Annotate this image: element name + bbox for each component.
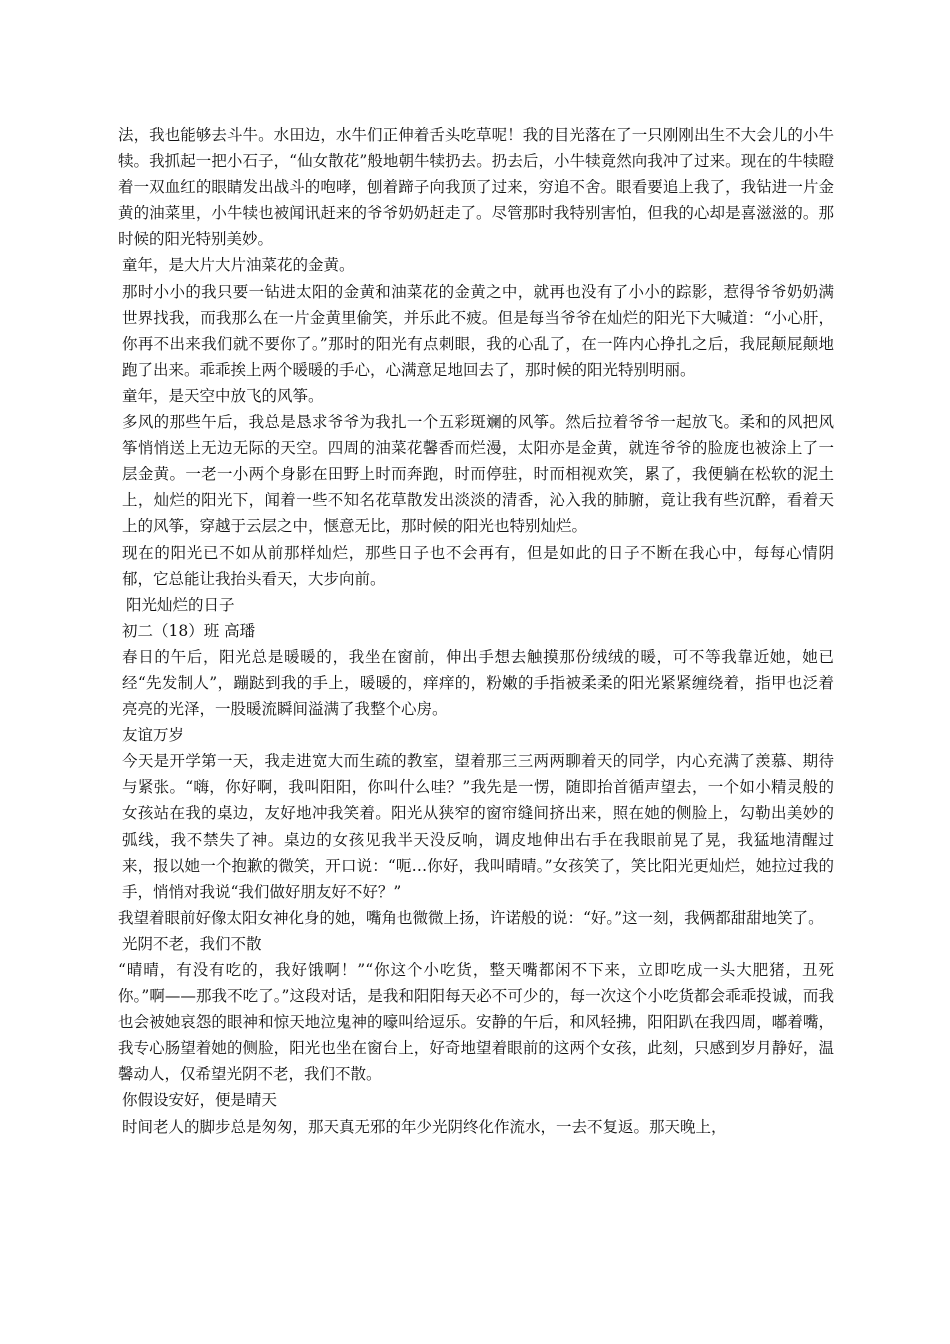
paragraph-bullfight: 法，我也能够去斗牛。水田边，水牛们正伸着舌头吃草呢！我的目光落在了一只刚刚出生不大会儿的小牛犊。我抓起一把小石子，“仙女散花”般地朝牛犊扔去。扔去后，小牛犊竟然向我冲了过来。现在的牛犊瞪着一双血红的眼睛发出战斗的咆哮，刨着蹄子向我顶了过来，穷追不舍。眼看要追上我了，我钻进一片金黄的油菜里，小牛犊也被闻讯赶来的爷爷奶奶赶走了。尽管那时我特别害怕，但我的心却是喜滋滋的。那时候的阳光特别美妙。	[118, 126, 834, 249]
paragraph-snack-dialogue: “晴晴，有没有吃的，我好饿啊！”“你这个小吃货，整天嘴都闲不下来，立即吃成一头大肥猪，丑死你。”啊——那我不吃了。”这段对话，是我和阳阳每天必不可少的，每一次这个小吃货都会乖乖投诚，而我也会被她哀怨的眼神和惊天地泣鬼神的嚎叫给逗乐。安静的午后，和风轻拂，阳阳趴在我四周，嘟着嘴，我专心肠望着她的侧脸，阳光也坐在窗台上，好奇地望着眼前的这两个女孩，此刻，只感到岁月静好，温馨动人，仅希望光阴不老，我们不散。	[118, 961, 834, 1084]
paragraph-spring-afternoon: 春日的午后，阳光总是暖暖的，我坐在窗前，伸出手想去触摸那份绒绒的暖，可不等我靠近她，她已经“先发制人”，蹦跶到我的手上，暖暖的，痒痒的，粉嫩的手指被柔柔的阳光紧紧缠绕着，指甲也泛着亮亮的光泽，一股暖流瞬间溢满了我整个心房。	[122, 647, 834, 719]
heading-kite: 童年，是天空中放飞的风筝。	[122, 386, 324, 405]
paragraph-kite: 多风的那些午后，我总是恳求爷爷为我扎一个五彩斑斓的风筝。然后拉着爷爷一起放飞。柔和的风把风筝悄悄送上无边无际的天空。四周的油菜花馨香而烂漫，太阳亦是金黄，就连爷爷的脸庞也被涂上了一层金黄。一老一小两个身影在田野上时而奔跑，时而停驻，时而相视欢笑，累了，我便躺在松软的泥土上，灿烂的阳光下，闻着一些不知名花草散发出淡淡的清香，沁入我的肺腑，竟让我有些沉醉，看着天上的风筝，穿越于云层之中，惬意无比，那时候的阳光也特别灿烂。	[122, 413, 834, 536]
paragraph-conclusion: 现在的阳光已不如从前那样灿烂，那些日子也不会再有，但是如此的日子不断在我心中，每每心情阴郁，它总能让我抬头看天，大步向前。	[122, 543, 834, 588]
paragraph-time-passes: 时间老人的脚步总是匆匆，那天真无邪的年少光阴终化作流水，一去不复返。那天晚上，	[122, 1117, 727, 1136]
paragraph-promise: 我望着眼前好像太阳女神化身的她，嘴角也微微上扬，许诺般的说：“好。”这一刻，我俩都甜甜地笑了。	[118, 908, 824, 927]
heading-sunny-day: 你假设安好，便是晴天	[122, 1091, 278, 1110]
paragraph-hiding: 那时小小的我只要一钻进太阳的金黄和油菜花的金黄之中，就再也没有了小小的踪影，惹得爷爷奶奶满世界找我，而我那么在一片金黄里偷笑，并乐此不疲。但是每当爷爷在灿烂的阳光下大喊道：“小心肝，你再不出来我们就不要你了。”那时的阳光有点刺眼，我的心乱了，在一阵内心挣扎之后，我屁颠屁颠地跑了出来。乖乖挨上两个暖暖的手心，心满意足地回去了，那时候的阳光特别明丽。	[122, 282, 834, 379]
heading-rapeseed-gold: 童年，是大片大片油菜花的金黄。	[122, 256, 355, 275]
essay-author: 初二（18）班 高璠	[122, 621, 256, 640]
heading-friendship: 友谊万岁	[122, 726, 185, 745]
paragraph-first-day: 今天是开学第一天，我走进宽大而生疏的教室，望着那三三两两聊着天的同学，内心充满了羡慕、期待与紧张。“嗨，你好啊，我叫阳阳，你叫什么哇？”我先是一愣，随即抬首循声望去，一个如小精灵般的女孩站在我的桌边，友好地冲我笑着。阳光从狭窄的窗帘缝间挤出来，照在她的侧脸上，勾勒出美妙的弧线，我不禁失了神。桌边的女孩见我半天没反响，调皮地伸出右手在我眼前晃了晃，我猛地清醒过来，报以她一个抱歉的微笑，开口说：“呃…你好，我叫晴晴。”女孩笑了，笑比阳光更灿烂，她拉过我的手，悄悄对我说“我们做好朋友好不好？”	[122, 752, 834, 901]
heading-time-not-old: 光阴不老，我们不散	[122, 934, 262, 953]
essay-title: 阳光灿烂的日子	[126, 595, 235, 614]
document-body	[118, 122, 834, 1140]
